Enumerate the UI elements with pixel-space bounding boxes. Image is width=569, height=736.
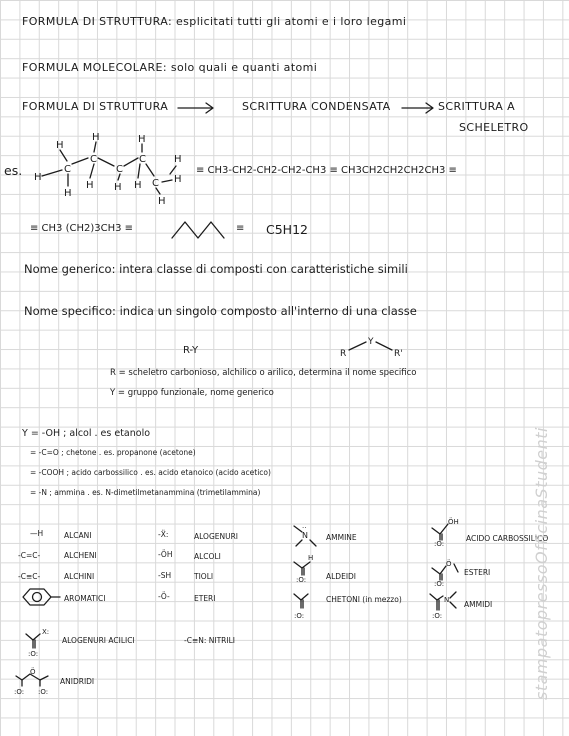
- example-acido: = -COOH ; acido carbossilico . es. acido etanoico (acido acetico): [30, 468, 271, 477]
- example-label: es.: [4, 163, 23, 178]
- group-alogenuri: -Ẍ:: [158, 530, 169, 539]
- class-esteri: ESTERI: [464, 568, 491, 577]
- svg-text:Ö: Ö: [30, 668, 36, 676]
- nome-specifico: Nome specifico: indica un singolo composto all'interno di una classe: [24, 304, 417, 318]
- flow-step-struttura: FORMULA DI STRUTTURA: [22, 100, 169, 113]
- pentane-structural-formula: [34, 132, 194, 207]
- acyl-halide-group-icon: [24, 626, 56, 660]
- class-nitrili: -C≡N: NITRILI: [184, 636, 235, 645]
- class-alcheni: ALCHENI: [64, 551, 97, 560]
- example-ammina: = -N ; ammina . es. N-dimetilmetanammina (trimetilammina): [30, 488, 261, 497]
- class-chetoni: CHETONI (in mezzo): [326, 595, 402, 604]
- ketone-group-icon: [292, 590, 316, 620]
- class-alcoli: ALCOLI: [194, 552, 221, 561]
- arrow-icon: [402, 103, 442, 113]
- class-anidridi: ANIDRIDI: [60, 677, 95, 686]
- equivalence-sign: ≡: [236, 223, 245, 234]
- svg-text:H: H: [174, 154, 182, 165]
- svg-text:H: H: [174, 174, 182, 185]
- example-alcol: Y = -OH ; alcol . es etanolo: [22, 428, 151, 439]
- svg-text:H: H: [64, 188, 72, 199]
- carboxylic-acid-group-icon: [430, 516, 460, 546]
- condensed-formula-1: ≡ CH3-CH2-CH2-CH2-CH3 ≡ CH3CH2CH2CH2CH3 ≡: [196, 165, 457, 176]
- flow-step-scheletro: SCRITTURA A: [438, 100, 515, 113]
- svg-text::O:: :O:: [432, 612, 443, 620]
- molecular-formula: C5H12: [266, 222, 308, 237]
- svg-text::O:: :O:: [434, 540, 445, 548]
- class-ammine: AMMINE: [326, 533, 357, 542]
- example-chetone: = -C=O ; chetone . es. propanone (acetone): [30, 448, 196, 457]
- svg-text:..: ..: [302, 522, 307, 530]
- class-aromatici: AROMATICI: [64, 594, 106, 603]
- class-eteri: ETERI: [194, 594, 216, 603]
- aldehyde-group-icon: [292, 552, 322, 582]
- svg-text:R: R: [340, 349, 347, 359]
- svg-text:H: H: [56, 140, 64, 151]
- svg-text::O:: :O:: [294, 612, 305, 620]
- class-acido-carbossilico: ACIDO CARBOSSILICO: [466, 534, 549, 543]
- group-alcani: —H: [30, 529, 44, 538]
- svg-text:R': R': [394, 349, 403, 359]
- ester-group-icon: [430, 556, 460, 586]
- group-eteri: -Ö-: [158, 592, 170, 601]
- benzene-ring-icon: [20, 588, 60, 606]
- class-alchini: ALCHINI: [64, 572, 95, 581]
- group-alchini: -C≡C-: [18, 572, 41, 581]
- group-alcoli: -ÖH: [158, 550, 173, 559]
- svg-text:C: C: [139, 154, 146, 165]
- svg-text:H: H: [134, 180, 142, 191]
- nome-generico: Nome generico: intera classe di composti con caratteristiche simili: [24, 262, 408, 276]
- svg-text::O:: :O:: [28, 650, 39, 658]
- svg-text::O:: :O:: [38, 688, 49, 696]
- flow-step-condensata: SCRITTURA CONDENSATA: [242, 100, 391, 113]
- svg-text::O:: :O:: [296, 576, 307, 584]
- class-alcani: ALCANI: [64, 531, 92, 540]
- arrow-icon: [178, 103, 218, 113]
- class-alogenuri: ALOGENURI: [194, 532, 239, 541]
- svg-text:H: H: [92, 132, 100, 143]
- condensed-formula-2: ≡ CH3 (CH2)3CH3 ≡: [30, 223, 134, 234]
- class-aldeidi: ALDEIDI: [326, 572, 357, 581]
- svg-text:H: H: [308, 554, 314, 562]
- svg-text:X:: X:: [42, 628, 50, 636]
- anhydride-group-icon: [12, 666, 56, 696]
- svg-text:ÖH: ÖH: [448, 518, 459, 526]
- svg-text:H: H: [34, 172, 42, 183]
- r-y-formula: R-Y: [183, 345, 199, 356]
- group-tioli: -SH: [158, 571, 172, 580]
- r-y-r-prime-formula: [340, 336, 410, 360]
- group-alcheni: -C=C-: [18, 551, 41, 560]
- amine-group-icon: [290, 520, 320, 548]
- svg-text:C: C: [116, 164, 123, 175]
- svg-text:C: C: [64, 164, 71, 175]
- amide-group-icon: [428, 588, 460, 618]
- class-tioli: TIOLI: [194, 572, 214, 581]
- svg-text::O:: :O:: [434, 580, 445, 588]
- svg-text:Ö: Ö: [446, 560, 452, 568]
- svg-text:H: H: [114, 182, 122, 193]
- svg-text:H: H: [86, 180, 94, 191]
- svg-text:H: H: [158, 196, 166, 207]
- class-alogenuri-acilici: ALOGENURI ACILICI: [62, 636, 135, 645]
- svg-text:C: C: [90, 154, 97, 165]
- skeletal-formula: [172, 220, 228, 240]
- definition-molecolare: FORMULA MOLECOLARE: solo quali e quanti atomi: [22, 61, 318, 74]
- r-definition: R = scheletro carbonioso, alchilico o arilico, determina il nome specifico: [110, 368, 417, 378]
- svg-text::O:: :O:: [14, 688, 25, 696]
- flow-step-scheletro-cont: SCHELETRO: [459, 121, 529, 134]
- svg-text:H: H: [138, 134, 146, 145]
- y-definition: Y = gruppo funzionale, nome generico: [110, 388, 274, 398]
- watermark: stampatopressoOfficinaStudenti: [532, 427, 551, 700]
- definition-struttura: FORMULA DI STRUTTURA: esplicitati tutti gli atomi e i loro legami: [22, 15, 407, 28]
- svg-text:N: N: [302, 531, 308, 540]
- class-ammidi: AMMIDI: [464, 600, 493, 609]
- svg-text:C: C: [152, 178, 159, 189]
- svg-text:N: N: [444, 596, 450, 604]
- svg-text:Y: Y: [368, 337, 374, 347]
